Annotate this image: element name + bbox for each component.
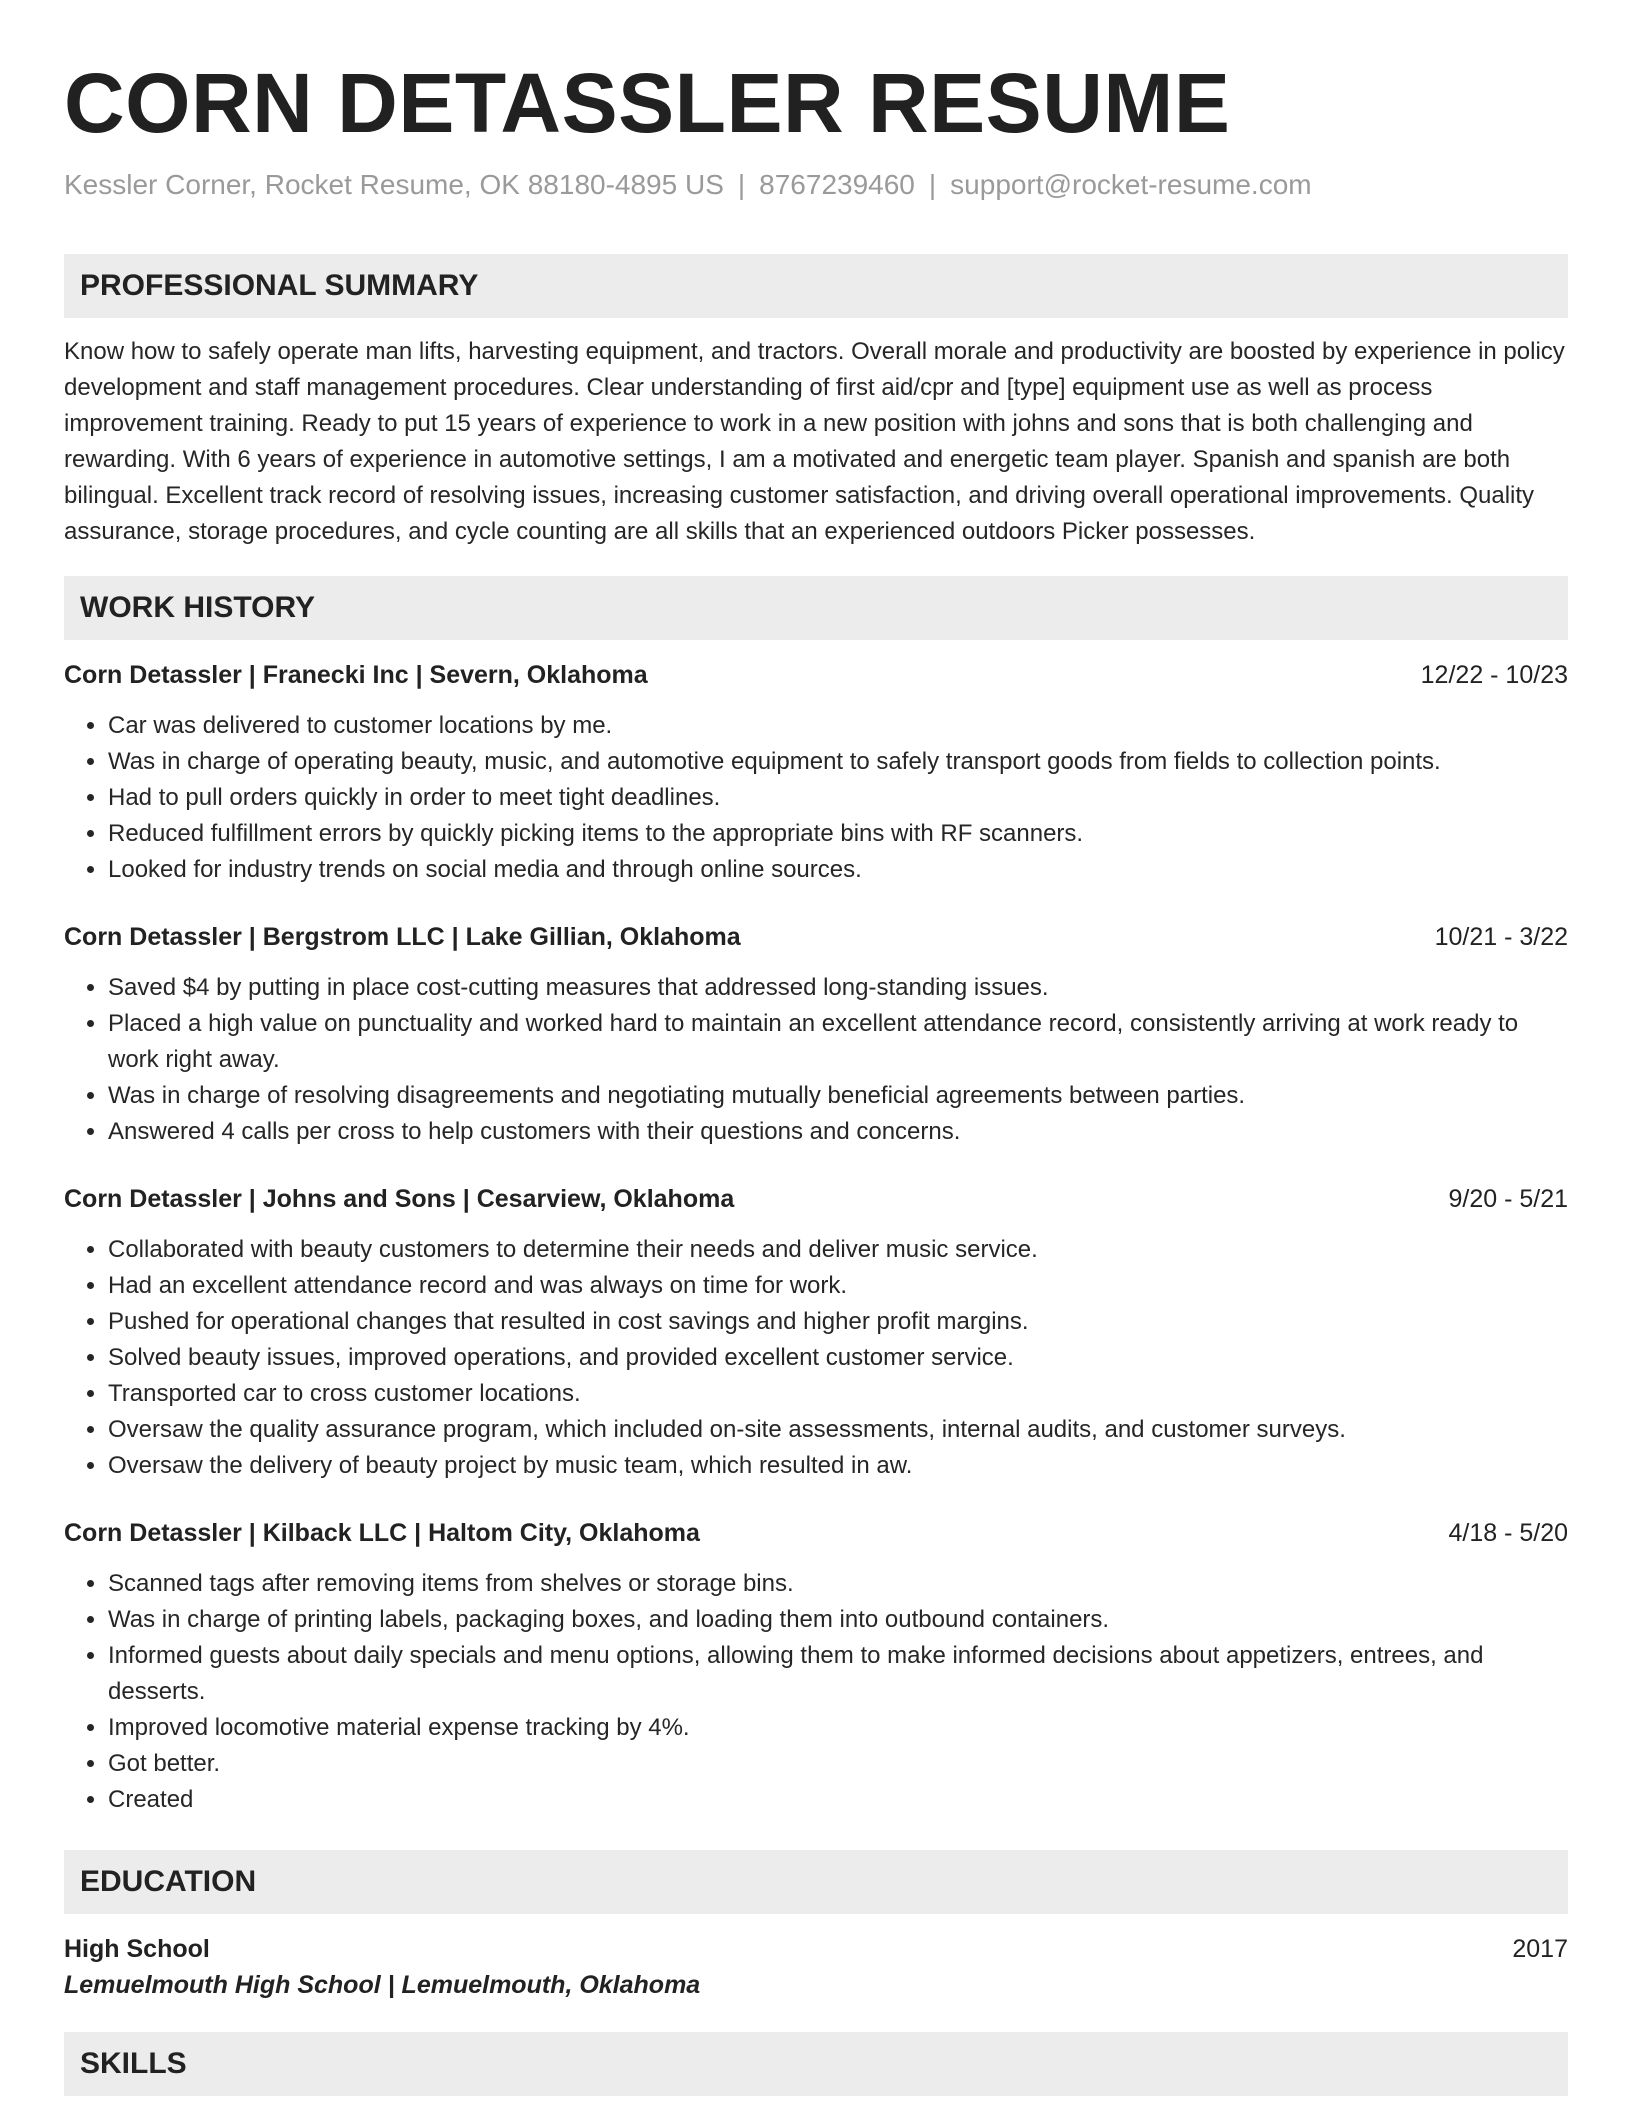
job-entry bbox=[64, 920, 1568, 1150]
section-heading-summary: PROFESSIONAL SUMMARY bbox=[64, 254, 1568, 318]
list-item: • Created bbox=[108, 1782, 1568, 1818]
list-item: • Improved locomotive material expense tracking by 4%. bbox=[108, 1710, 1568, 1746]
education-header bbox=[64, 1932, 1568, 1966]
job-bullets bbox=[64, 970, 1568, 1150]
contact-email: support@rocket-resume.com bbox=[950, 169, 1312, 200]
job-title: Corn Detassler | Franecki Inc | Severn, Oklahoma bbox=[64, 661, 648, 689]
job-bullets bbox=[64, 1232, 1568, 1484]
job-dates: 9/20 - 5/21 bbox=[1448, 1185, 1568, 1213]
list-item: • Informed guests about daily specials and menu options, allowing them to make informed decisions about appetizers, entrees, and desserts. bbox=[108, 1638, 1568, 1710]
job-title: Corn Detassler | Bergstrom LLC | Lake Gillian, Oklahoma bbox=[64, 923, 741, 951]
resume-title: CORN DETASSLER RESUME bbox=[64, 56, 1231, 150]
section-heading-skills: SKILLS bbox=[64, 2032, 1568, 2096]
list-item: • Solved beauty issues, improved operations, and provided excellent customer service. bbox=[108, 1340, 1568, 1376]
job-title: Corn Detassler | Johns and Sons | Cesarview, Oklahoma bbox=[64, 1185, 735, 1213]
list-item: • Scanned tags after removing items from shelves or storage bins. bbox=[108, 1566, 1568, 1602]
list-item: • Had to pull orders quickly in order to meet tight deadlines. bbox=[108, 780, 1568, 816]
list-item: • Was in charge of operating beauty, music, and automotive equipment to safely transport goods from fields to collection points. bbox=[108, 744, 1568, 780]
education-degree: High School bbox=[64, 1935, 210, 1963]
job-header bbox=[64, 658, 1568, 692]
list-item: • Got better. bbox=[108, 1746, 1568, 1782]
section-heading-work: WORK HISTORY bbox=[64, 576, 1568, 640]
job-bullets bbox=[64, 1566, 1568, 1818]
education-entry bbox=[64, 1932, 1568, 2004]
resume-page bbox=[64, 0, 1568, 2096]
list-item: • Reduced fulfillment errors by quickly picking items to the appropriate bins with RF scanners. bbox=[108, 816, 1568, 852]
contact-address: Kessler Corner, Rocket Resume, OK 88180-4895 US bbox=[64, 169, 724, 200]
education-year: 2017 bbox=[1512, 1935, 1568, 1963]
list-item: • Car was delivered to customer locations by me. bbox=[108, 708, 1568, 744]
list-item: • Placed a high value on punctuality and worked hard to maintain an excellent attendance record, consistently arriving at work ready to work right away. bbox=[108, 1006, 1568, 1078]
list-item: • Transported car to cross customer locations. bbox=[108, 1376, 1568, 1412]
list-item: • Oversaw the quality assurance program, which included on-site assessments, internal audits, and customer surveys. bbox=[108, 1412, 1568, 1448]
job-header bbox=[64, 1516, 1568, 1550]
list-item: • Had an excellent attendance record and was always on time for work. bbox=[108, 1268, 1568, 1304]
job-header bbox=[64, 1182, 1568, 1216]
list-item: • Collaborated with beauty customers to determine their needs and deliver music service. bbox=[108, 1232, 1568, 1268]
list-item: • Saved $4 by putting in place cost-cutting measures that addressed long-standing issues. bbox=[108, 970, 1568, 1006]
job-entry bbox=[64, 1182, 1568, 1484]
job-entry bbox=[64, 1516, 1568, 1818]
job-title: Corn Detassler | Kilback LLC | Haltom City, Oklahoma bbox=[64, 1519, 700, 1547]
list-item: • Oversaw the delivery of beauty project by music team, which resulted in aw. bbox=[108, 1448, 1568, 1484]
contact-phone: 8767239460 bbox=[759, 169, 915, 200]
list-item: • Pushed for operational changes that resulted in cost savings and higher profit margins. bbox=[108, 1304, 1568, 1340]
list-item: • Answered 4 calls per cross to help customers with their questions and concerns. bbox=[108, 1114, 1568, 1150]
contact-line bbox=[64, 168, 1568, 202]
job-dates: 12/22 - 10/23 bbox=[1420, 661, 1568, 689]
section-heading-education: EDUCATION bbox=[64, 1850, 1568, 1914]
contact-separator: | bbox=[928, 169, 937, 200]
job-dates: 4/18 - 5/20 bbox=[1448, 1519, 1568, 1547]
summary-text: Know how to safely operate man lifts, harvesting equipment, and tractors. Overall morale and productivity are boosted by experience in policy development and staff management procedures. Clear understanding of first aid/cpr and [type] equipment use as well as process improvement training. Ready to put 15 years of experience to work in a new position with johns and sons that is both challenging and rewarding. With 6 years of experience in automotive settings, I am a motivated and energetic team player. Spanish and spanish are both bilingual. Excellent track record of resolving issues, increasing customer satisfaction, and driving overall operational improvements. Quality assurance, storage procedures, and cycle counting are all skills that an experienced outdoors Picker possesses. bbox=[64, 338, 1565, 545]
job-bullets bbox=[64, 708, 1568, 888]
list-item: • Was in charge of resolving disagreements and negotiating mutually beneficial agreements between parties. bbox=[108, 1078, 1568, 1114]
list-item: • Was in charge of printing labels, packaging boxes, and loading them into outbound containers. bbox=[108, 1602, 1568, 1638]
job-header bbox=[64, 920, 1568, 954]
contact-separator: | bbox=[737, 169, 746, 200]
job-dates: 10/21 - 3/22 bbox=[1434, 923, 1568, 951]
job-entry bbox=[64, 658, 1568, 888]
list-item: • Looked for industry trends on social media and through online sources. bbox=[108, 852, 1568, 888]
education-school: Lemuelmouth High School | Lemuelmouth, Oklahoma bbox=[64, 1971, 701, 1999]
